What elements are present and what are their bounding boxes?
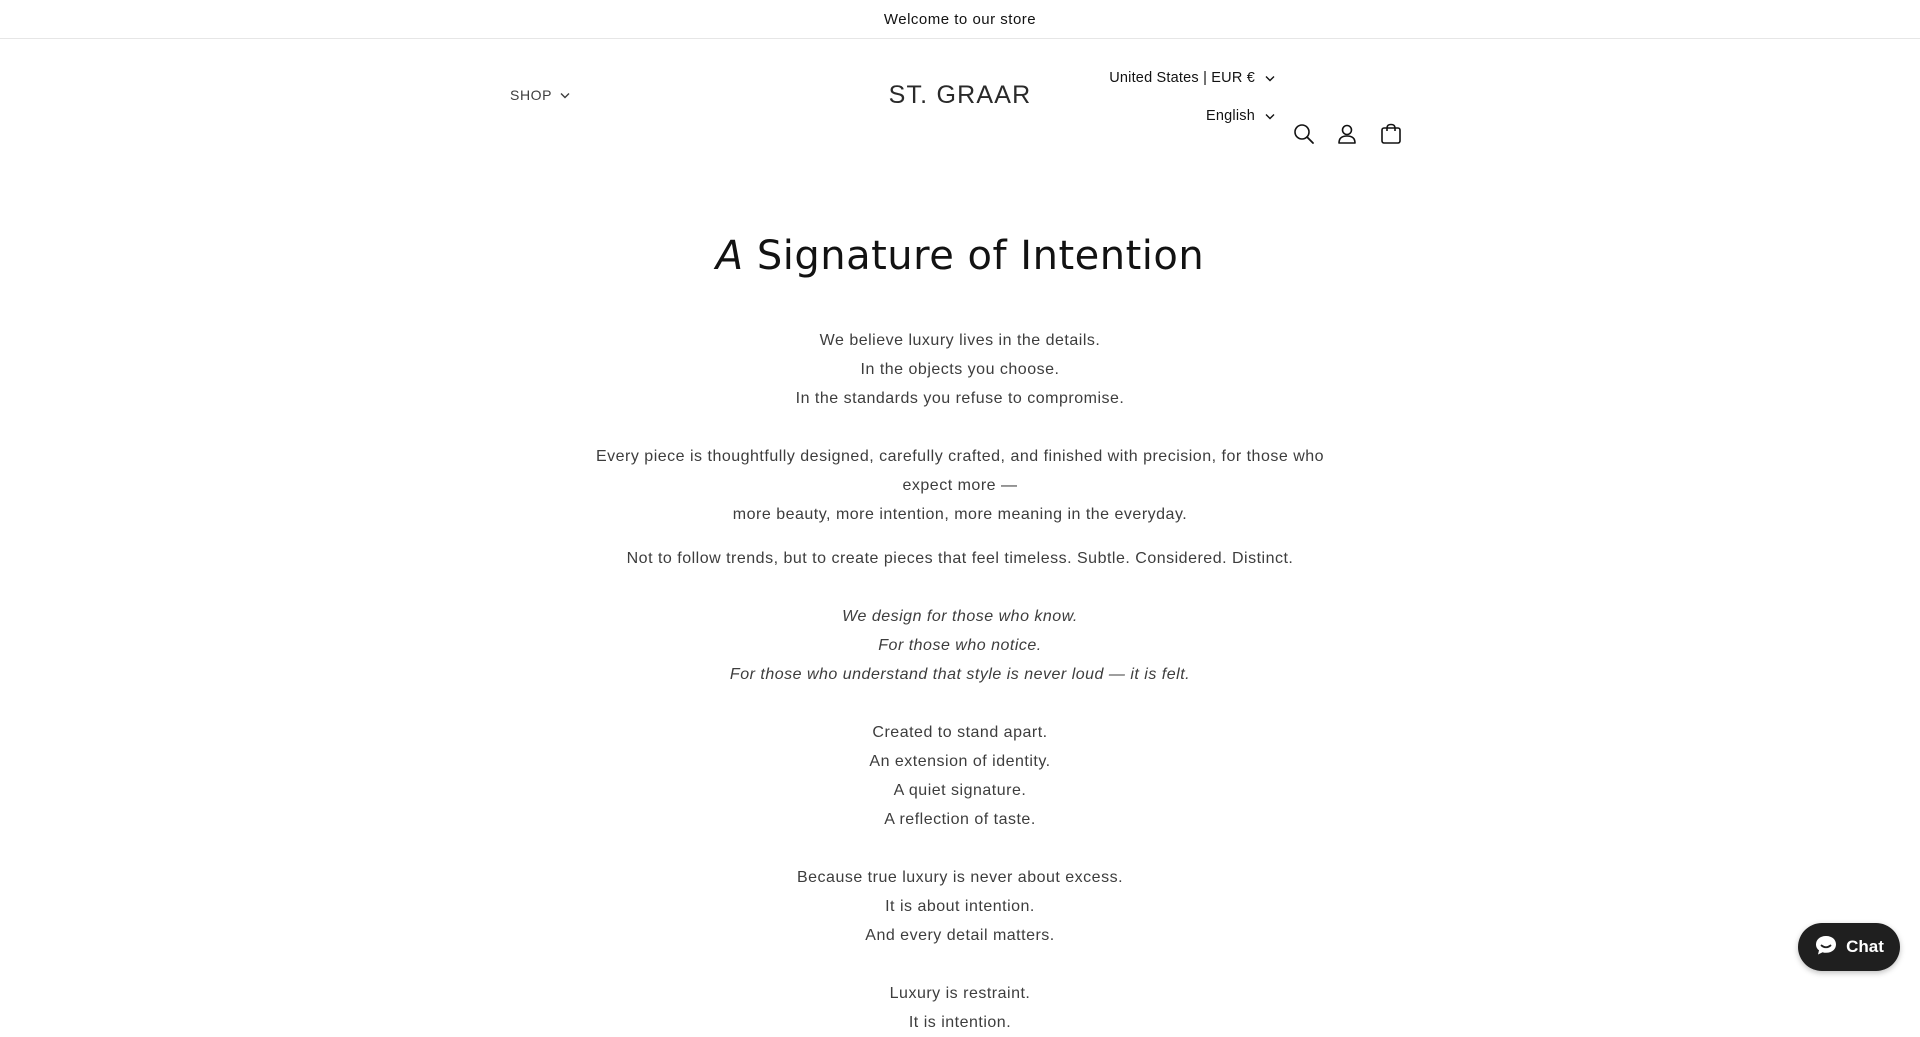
text-line: more beauty, more intention, more meaning in the everyday. (732, 506, 1188, 523)
text-line: For those who understand that style is never loud — it is felt. (729, 666, 1191, 683)
announcement-bar (0, 0, 1920, 39)
body-text (580, 326, 1340, 1037)
country-label: United States | EUR € (1109, 70, 1255, 86)
title-italic: A (715, 233, 744, 279)
text-line: Because true luxury is never about excess. (796, 869, 1124, 886)
country-selector[interactable] (1109, 70, 1275, 86)
text-line: We design for those who know. (842, 608, 1078, 625)
chevron-down-icon (1265, 113, 1275, 120)
logo-link[interactable]: ST. GRAAR (888, 81, 1032, 109)
cart-button[interactable] (1376, 121, 1406, 151)
text-line: A quiet signature. (893, 782, 1027, 799)
text-line: In the standards you refuse to compromise. (795, 390, 1125, 407)
site-header (0, 39, 1920, 157)
text-line: Luxury is restraint. (889, 985, 1031, 1002)
text-line: Created to stand apart. (872, 724, 1048, 741)
language-selector[interactable] (1206, 108, 1275, 124)
text-line: We believe luxury lives in the details. (819, 332, 1101, 349)
text-line: It is intention. (908, 1014, 1012, 1031)
text-line: A reflection of taste. (884, 811, 1036, 828)
search-button[interactable] (1289, 121, 1319, 151)
text-paragraph: Not to follow trends, but to create pieces that feel timeless. Subtle. Considered. Distinct. (626, 550, 1294, 567)
chevron-down-icon (1265, 75, 1275, 82)
cart-icon (1380, 123, 1402, 150)
text-line: And every detail matters. (865, 927, 1055, 944)
site-logo (0, 81, 1920, 110)
text-line: It is about intention. (885, 898, 1035, 915)
title-text: Signature of Intention (743, 233, 1205, 279)
chat-bubble-icon (1814, 934, 1838, 961)
shop-label: SHOP (510, 87, 553, 103)
search-icon (1293, 123, 1315, 150)
chat-label: Chat (1846, 937, 1884, 956)
text-line: In the objects you choose. (860, 361, 1060, 378)
main-content (0, 233, 1920, 1037)
announcement-text: Welcome to our store (883, 10, 1037, 28)
account-button[interactable] (1332, 121, 1362, 151)
chat-button[interactable] (1798, 923, 1900, 971)
text-line: For those who notice. (878, 637, 1042, 654)
page-title (0, 233, 1920, 279)
language-label: English (1206, 108, 1255, 124)
account-icon (1336, 123, 1358, 150)
text-line: An extension of identity. (869, 753, 1051, 770)
text-paragraph: Every piece is thoughtfully designed, carefully crafted, and finished with precision, for those who expect more — (595, 448, 1325, 494)
